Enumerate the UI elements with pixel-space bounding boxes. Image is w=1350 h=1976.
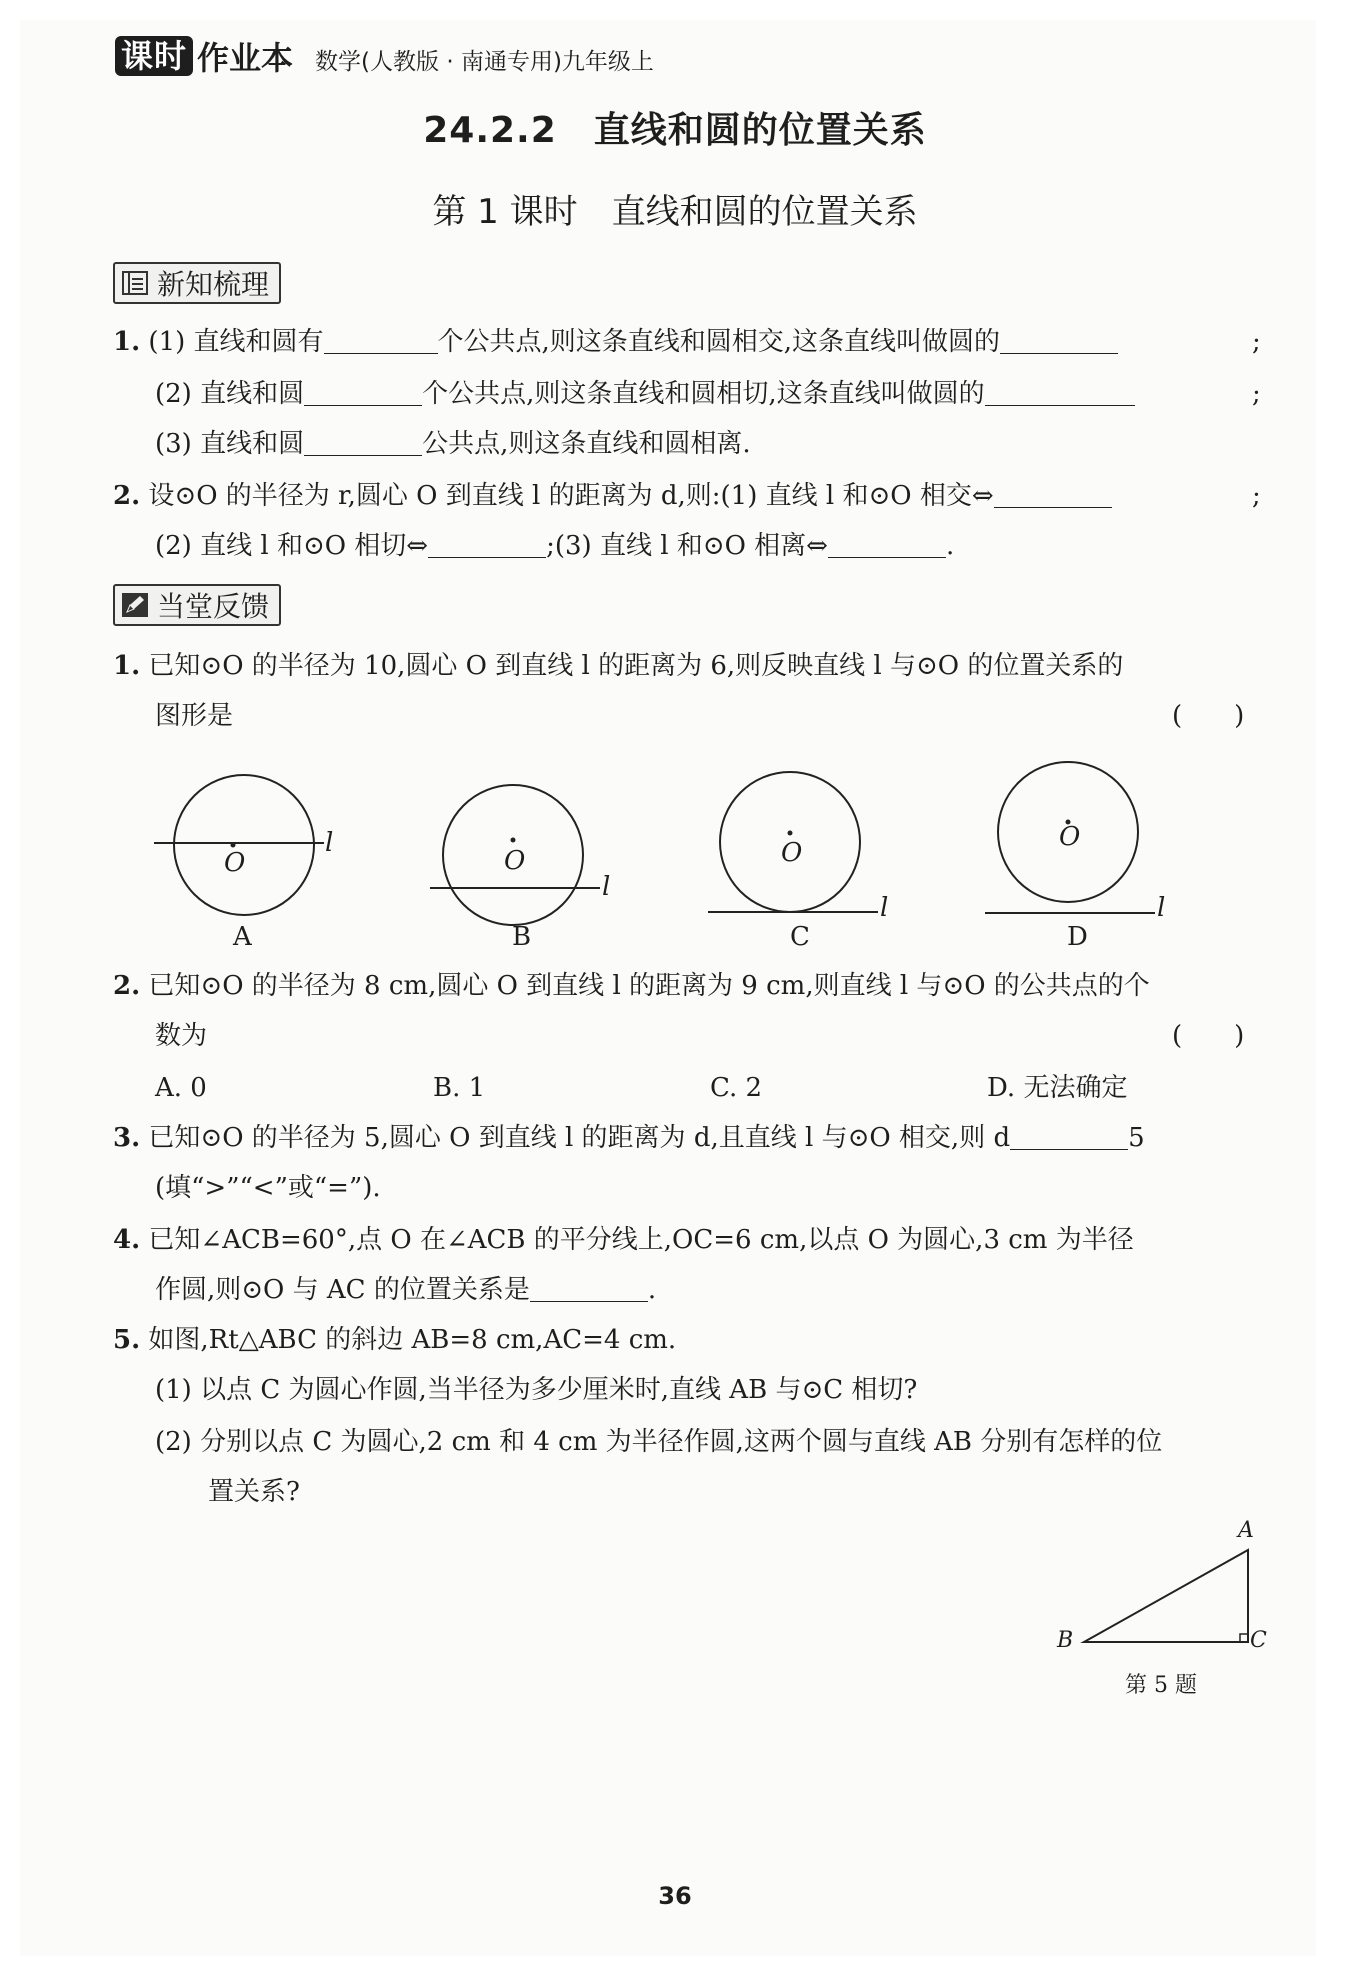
book-series-name: 作业本 xyxy=(197,39,294,77)
answer-blank[interactable] xyxy=(828,529,946,558)
center-label: O xyxy=(1059,822,1081,852)
book-subtitle: 数学(人教版 · 南通专用)九年级上 xyxy=(315,48,654,75)
chapter-title: 24.2.2 直线和圆的位置关系 xyxy=(423,110,927,151)
vertex-c-label: C xyxy=(1250,1628,1267,1653)
option-label-d: D xyxy=(1067,922,1088,952)
vertex-a-label: A xyxy=(1238,1518,1254,1543)
section-label: 新知梳理 xyxy=(157,268,270,301)
punct: ; xyxy=(1252,379,1261,409)
knowledge-q2a: 2. 设⊙O 的半径为 r,圆心 O 到直线 l 的距离为 d,则:(1) 直线 l 和⊙O 相交⇔ xyxy=(113,478,1112,514)
answer-blank[interactable] xyxy=(304,377,422,406)
punct: ; xyxy=(1252,481,1261,511)
section-label: 当堂反馈 xyxy=(157,590,270,623)
vertex-b-label: B xyxy=(1057,1628,1074,1653)
center-label: O xyxy=(224,848,246,878)
figure-caption: 第 5 题 xyxy=(1125,1673,1197,1698)
feedback-q1-line1: 1. 已知⊙O 的半径为 10,圆心 O 到直线 l 的距离为 6,则反映直线 l 与⊙O 的位置关系的 xyxy=(113,651,1124,681)
knowledge-q2b: (2) 直线 l 和⊙O 相切⇔ ;(3) 直线 l 和⊙O 相离⇔ . xyxy=(155,531,955,561)
answer-blank[interactable] xyxy=(1000,325,1118,354)
knowledge-q1c: (3) 直线和圆 公共点,则这条直线和圆相离. xyxy=(155,429,751,459)
feedback-q5-line1: 5. 如图,Rt△ABC 的斜边 AB=8 cm,AC=4 cm. xyxy=(113,1325,677,1355)
q2-choice-c[interactable]: C. 2 xyxy=(710,1073,763,1103)
knowledge-q1b: (2) 直线和圆 个公共点,则这条直线和圆相切,这条直线叫做圆的 xyxy=(155,376,1135,412)
line-label: l xyxy=(325,828,334,858)
center-label: O xyxy=(504,846,526,876)
knowledge-q1a: 1. (1) 直线和圆有 个公共点,则这条直线和圆相交,这条直线叫做圆的 xyxy=(113,324,1118,360)
book-logo: 课时 xyxy=(115,36,193,76)
book-header xyxy=(115,34,654,78)
answer-paren[interactable]: ( ) xyxy=(1172,701,1245,731)
feedback-q1-line2: 图形是 xyxy=(155,701,234,731)
feedback-q5-sub2-line1: (2) 分别以点 C 为圆心,2 cm 和 4 cm 为半径作圆,这两个圆与直线 AB 分别有怎样的位 xyxy=(155,1427,1163,1457)
q1-figures xyxy=(140,760,1290,960)
lesson-title: 第 1 课时 直线和圆的位置关系 xyxy=(432,192,918,232)
notebook-icon xyxy=(121,270,149,296)
answer-blank[interactable] xyxy=(1010,1121,1128,1150)
feedback-q2-line1: 2. 已知⊙O 的半径为 8 cm,圆心 O 到直线 l 的距离为 9 cm,则直线 l 与⊙O 的公共点的个 xyxy=(113,971,1150,1001)
pen-icon xyxy=(121,592,149,618)
line-label: l xyxy=(880,893,889,923)
answer-blank[interactable] xyxy=(324,325,438,354)
q2-choice-a[interactable]: A. 0 xyxy=(155,1073,207,1103)
section-feedback xyxy=(113,584,281,626)
feedback-q4-line1: 4. 已知∠ACB=60°,点 O 在∠ACB 的平分线上,OC=6 cm,以点 O 为圆心,3 cm 为半径 xyxy=(113,1225,1134,1255)
punct: ; xyxy=(1252,327,1261,357)
option-label-a: A xyxy=(233,922,252,952)
q2-choice-b[interactable]: B. 1 xyxy=(433,1073,486,1103)
q2-choice-d[interactable]: D. 无法确定 xyxy=(987,1073,1128,1103)
feedback-q3-line2: (填“>”“<”或“=”). xyxy=(155,1173,381,1203)
answer-blank[interactable] xyxy=(985,377,1135,406)
feedback-q2-line2: 数为 xyxy=(155,1021,208,1051)
section-new-knowledge xyxy=(113,262,281,304)
line-label: l xyxy=(1157,893,1166,923)
answer-blank[interactable] xyxy=(304,427,422,456)
line-label: l xyxy=(602,872,611,902)
page-number: 36 xyxy=(658,1882,692,1910)
answer-blank[interactable] xyxy=(428,529,546,558)
answer-paren[interactable]: ( ) xyxy=(1172,1021,1245,1051)
feedback-q5-sub2-line2: 置关系? xyxy=(208,1477,300,1507)
feedback-q3-line1: 3. 已知⊙O 的半径为 5,圆心 O 到直线 l 的距离为 d,且直线 l 与⊙O 相交,则 d 5 xyxy=(113,1123,1145,1153)
feedback-q5-sub1: (1) 以点 C 为圆心作圆,当半径为多少厘米时,直线 AB 与⊙C 相切? xyxy=(155,1375,918,1405)
option-label-b: B xyxy=(512,922,532,952)
answer-blank[interactable] xyxy=(530,1273,648,1302)
answer-blank[interactable] xyxy=(994,479,1112,508)
center-label: O xyxy=(781,838,803,868)
feedback-q4-line2: 作圆,则⊙O 与 AC 的位置关系是 . xyxy=(155,1275,657,1305)
figure-a xyxy=(154,775,324,915)
option-label-c: C xyxy=(790,922,810,952)
